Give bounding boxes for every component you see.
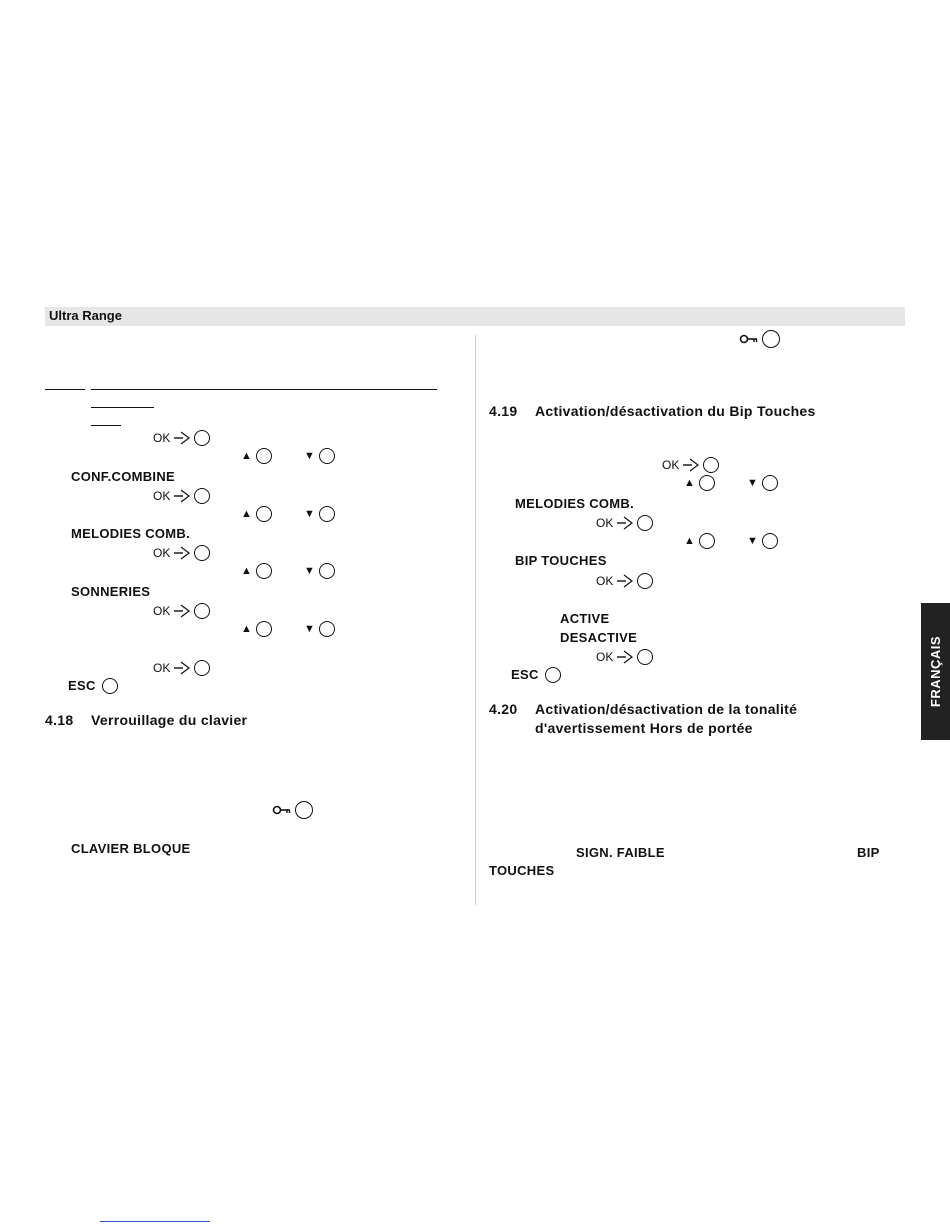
section-4-19-heading: 4.19 Activation/désactivation du Bip Touches [489,403,816,419]
key-icon [272,804,292,816]
option-active: ACTIVE [560,611,610,626]
key-circle-icon [545,667,561,683]
section-4-20-heading: 4.20 Activation/désactivation de la tonalité [489,701,798,717]
key-circle-icon [194,660,210,676]
column-divider [475,335,476,905]
footer-rule [100,1221,210,1222]
up-key: ▲ [241,621,272,637]
menu-sonneries: SONNERIES [71,584,151,599]
enter-arrow-icon [173,430,191,446]
ok-key: OK [662,457,719,473]
key-circle-icon [637,649,653,665]
ok-key: OK [596,573,653,589]
down-key: ▼ [747,475,778,491]
ok-key: OK [596,649,653,665]
enter-arrow-icon [616,515,634,531]
key-circle-icon [295,801,313,819]
table-rule [91,425,121,426]
section-4-18-heading: 4.18 Verrouillage du clavier [45,712,248,728]
esc-key: ESC [511,667,561,683]
table-rule [45,389,85,390]
ok-key: OK [596,515,653,531]
key-circle-icon [762,533,778,549]
ok-key: OK [153,603,210,619]
lock-key [739,330,780,348]
key-circle-icon [194,545,210,561]
key-circle-icon [762,475,778,491]
display-clavier-bloque: CLAVIER BLOQUE [71,841,191,856]
language-tab-label: FRANÇAIS [928,635,944,708]
up-key: ▲ [241,448,272,464]
key-circle-icon [102,678,118,694]
enter-arrow-icon [173,603,191,619]
key-circle-icon [319,563,335,579]
key-circle-icon [256,563,272,579]
key-circle-icon [256,506,272,522]
up-key: ▲ [684,475,715,491]
key-circle-icon [194,488,210,504]
down-key: ▼ [304,563,335,579]
enter-arrow-icon [616,573,634,589]
language-tab-label-wrap [921,603,950,740]
display-sign-faible: SIGN. FAIBLE [576,845,665,860]
enter-arrow-icon [173,660,191,676]
display-touches: TOUCHES [489,863,555,878]
key-circle-icon [637,515,653,531]
key-circle-icon [319,506,335,522]
menu-melodies-comb: MELODIES COMB. [71,526,191,541]
page-header-title: Ultra Range [49,308,122,323]
key-circle-icon [699,533,715,549]
table-rule [91,389,437,390]
up-key: ▲ [241,563,272,579]
header-bar [45,307,905,326]
enter-arrow-icon [173,545,191,561]
key-circle-icon [762,330,780,348]
key-circle-icon [319,448,335,464]
enter-arrow-icon [682,457,700,473]
key-circle-icon [703,457,719,473]
down-key: ▼ [747,533,778,549]
down-key: ▼ [304,448,335,464]
display-bip: BIP [857,845,880,860]
ok-key: OK [153,488,210,504]
key-circle-icon [194,430,210,446]
menu-melodies-comb: MELODIES COMB. [515,496,635,511]
key-circle-icon [699,475,715,491]
ok-key: OK [153,660,210,676]
esc-key: ESC [68,678,118,694]
table-rule [91,407,154,408]
up-key: ▲ [684,533,715,549]
key-icon [739,333,759,345]
key-circle-icon [256,621,272,637]
menu-conf-combine: CONF.COMBINE [71,469,175,484]
key-circle-icon [637,573,653,589]
key-circle-icon [256,448,272,464]
up-key: ▲ [241,506,272,522]
lock-key [272,801,313,819]
menu-bip-touches: BIP TOUCHES [515,553,607,568]
key-circle-icon [319,621,335,637]
enter-arrow-icon [173,488,191,504]
down-key: ▼ [304,506,335,522]
key-circle-icon [194,603,210,619]
ok-key: OK [153,430,210,446]
enter-arrow-icon [616,649,634,665]
section-4-20-heading-line2: d'avertissement Hors de portée [535,720,753,736]
down-key: ▼ [304,621,335,637]
ok-key: OK [153,545,210,561]
option-desactive: DESACTIVE [560,630,638,645]
